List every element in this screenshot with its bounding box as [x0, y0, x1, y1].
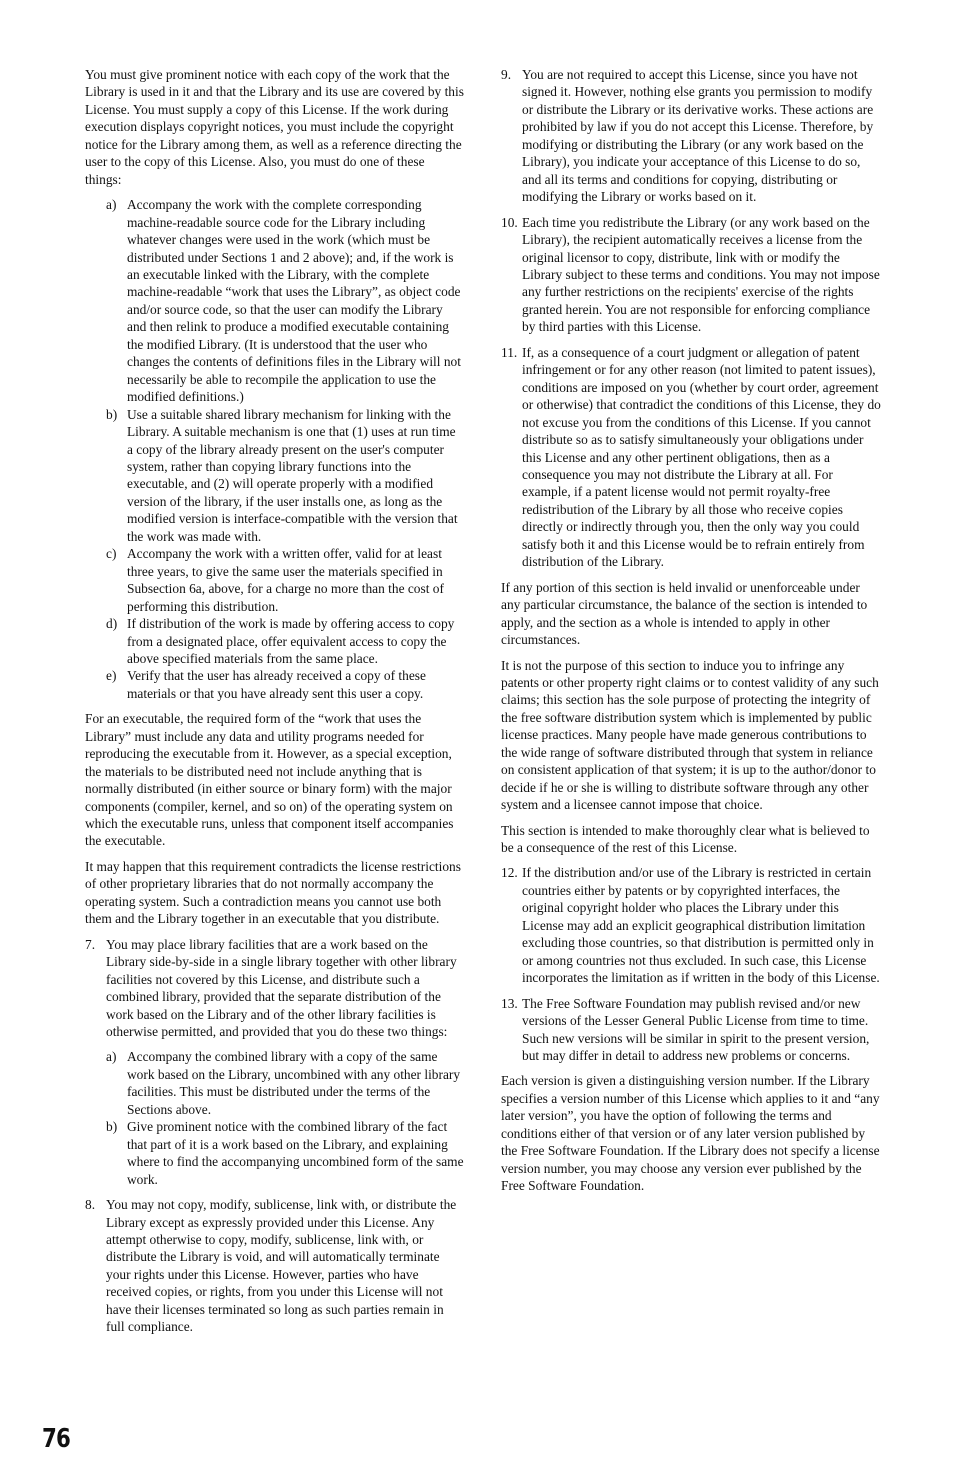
section-13: [501, 995, 881, 1065]
left-column: [85, 66, 464, 1344]
section-6-sublist: [106, 196, 464, 702]
section-text: If the distribution and/or use of the Library is restricted in certain countries either by patents or by copyrighted interfaces, the original copyright holder who places the Library under this License may add an explicit geographical distribution limitation excluding those countries, so that distribution is permitted only in or among countries not thus excluded. In such case, this License incorporates the limitation as if written in the body of this License.: [522, 865, 880, 986]
section-number: 9.: [501, 67, 512, 82]
list-label: d): [106, 616, 118, 632]
list-label: a): [106, 197, 117, 213]
list-text: Give prominent notice with the combined library of the fact that part of it is a work based on the Library, and explaining where to find the accompanying uncombined form of the same work.: [127, 1119, 464, 1187]
list-item: [106, 406, 464, 546]
section-number: 13.: [501, 995, 518, 1011]
list-text: Accompany the work with the complete corresponding machine-readable source code for the Library including whatever changes were used in the work (which must be distributed under Sections 1 and 2 above); and, if the work is an executable linked with the Library, with the complete machine-readable “work that uses the Library”, as object code and/or source code, so that the user can modify the Library and then relink to produce a modified executable containing the modified Library. (It is understood that the user who changes the contents of definitions files in the Library will not necessarily be able to recompile the application to use the modified definitions.): [127, 197, 461, 405]
contradicts-paragraph: It may happen that this requirement contradicts the license restrictions of other proprietary libraries that do not normally accompany the operating system. Such a contradiction means you cannot use both them and the Library together in an executable that you distribute.: [85, 858, 461, 927]
section-text: Each time you redistribute the Library (or any work based on the Library), the recipient automatically receives a license from the original licensor to copy, distribute, link with or modify the Library subject to these terms and conditions. You may not impose any further restrictions on the recipients' exercise of the rights granted herein. You are not responsible for enforcing compliance by third parties with this License.: [522, 214, 880, 335]
intro-paragraph: You must give prominent notice with each copy of the work that the Library is used in it and that the Library and its use are covered by this License. You must supply a copy of this License. If the work during execution displays copyright notices, you must include the copyright notice for the Library among them, as well as a reference directing the user to the copy of this License. Also, you must do one of these things:: [85, 67, 464, 187]
section-7: [85, 936, 464, 1041]
list-label: c): [106, 546, 117, 562]
list-item: [106, 615, 464, 667]
right-column: [501, 66, 881, 1203]
list-label: b): [106, 406, 118, 422]
list-text: Verify that the user has already received a copy of these materials or that you have already sent this user a copy.: [127, 668, 426, 701]
list-item: [106, 1048, 464, 1118]
purpose-paragraph: It is not the purpose of this section to induce you to infringe any patents or other property right claims or to contest validity of any such claims; this section has the sole purpose of protecting the integrity of the free software distribution system which is implemented by public license practices. Many people have made generous contributions to the wide range of software distributed through that system in reliance on consistent application of that system; it is up to the author/donor to decide if he or she is willing to distribute software through any other system and a licensee cannot impose that choice.: [501, 657, 879, 813]
section-text: The Free Software Foundation may publish revised and/or new versions of the Lesser General Public License from time to time. Such new versions will be similar in spirit to the present version, but may differ in detail to address new problems or concerns.: [522, 995, 870, 1064]
list-item: [106, 1118, 464, 1188]
section-text: You are not required to accept this License, since you have not signed it. However, nothing else grants you permission to modify or distribute the Library or its derivative works. These actions are prohibited by law if you do not accept this License. Therefore, by modifying or distributing the Library (or any work based on the Library), you indicate your acceptance of this License to do so, and all its terms and conditions for copying, distributing or modifying the Library or works based on it.: [522, 67, 874, 205]
list-text: Accompany the combined library with a copy of the same work based on the Library, uncombined with any other library facilities. This must be distributed under the terms of the Sections above.: [127, 1049, 461, 1117]
section-number: 11.: [501, 344, 518, 360]
section-7-sublist: [106, 1048, 464, 1188]
section-text: You may place library facilities that are a work based on the Library side-by-side in a single library together with other library facilities not covered by this License, and distribute such a combined library, provided that the separate distribution of the work based on the Library and of the other library facilities is otherwise permitted, and provided that you do these two things:: [106, 936, 457, 1040]
list-label: e): [106, 668, 117, 684]
list-label: b): [106, 1119, 118, 1135]
section-8: [85, 1196, 464, 1336]
list-item: [106, 667, 464, 702]
section-12: [501, 864, 881, 986]
section-9: [501, 66, 881, 206]
executable-paragraph: For an executable, the required form of the “work that uses the Library” must include any data and utility programs needed for reproducing the executable from it. However, as a special exception, the materials to be distributed need not include anything that is normally distributed (in either source or binary form) with the major components (compiler, kernel, and so on) of the operating system on which the executable runs, unless that component itself accompanies the executable.: [85, 711, 454, 849]
invalid-paragraph: If any portion of this section is held invalid or unenforceable under any particular circumstance, the balance of the section is intended to apply, and the section as a whole is intended to apply in other circumstances.: [501, 579, 868, 648]
section-number: 10.: [501, 214, 518, 230]
section-number: 7.: [85, 936, 96, 952]
list-label: a): [106, 1049, 117, 1065]
clear-paragraph: This section is intended to make thoroughly clear what is believed to be a consequence of the rest of this License.: [501, 822, 870, 856]
section-text: You may not copy, modify, sublicense, link with, or distribute the Library except as expressly provided under this License. Any attempt otherwise to copy, modify, sublicense, link with, or distribute the Library is void, and will automatically terminate your rights under this License. However, parties who have received copies, or rights, from you under this License will not have their licenses terminated so long as such parties remain in full compliance.: [106, 1197, 457, 1335]
section-number: 8.: [85, 1197, 96, 1213]
list-item: [106, 545, 464, 615]
list-text: Use a suitable shared library mechanism for linking with the Library. A suitable mechanism is one that (1) uses at run time a copy of the library already present on the user's computer system, rather than copying library functions into the executable, and (2) will operate properly with a modified version of the library, if the user installs one, as long as the modified version is interface-compatible with the version that the work was made with.: [127, 406, 458, 544]
list-text: If distribution of the work is made by offering access to copy from a designated place, offer equivalent access to copy the above specified materials from the same place.: [127, 616, 455, 666]
section-10: [501, 214, 881, 336]
list-text: Accompany the work with a written offer, valid for at least three years, to give the same user the materials specified in Subsection 6a, above, for a charge no more than the cost of performing this distribution.: [127, 546, 444, 614]
section-number: 12.: [501, 865, 518, 881]
section-text: If, as a consequence of a court judgment or allegation of patent infringement or for any other reason (not limited to patent issues), conditions are imposed on you (whether by court order, agreement or otherwise) that contradict the conditions of this License, they do not excuse you from the conditions of this License. If you cannot distribute so as to satisfy simultaneously your obligations under this License and any other pertinent obligations, then as a consequence you may not distribute the Library at all. For example, if a patent license would not permit royalty-free redistribution of the Library by all those who receive copies directly or indirectly through you, then the only way you could satisfy both it and this License would be to refrain entirely from distribution of the Library.: [522, 344, 881, 570]
section-11: [501, 344, 881, 571]
list-item: [106, 196, 464, 405]
version-paragraph: Each version is given a distinguishing version number. If the Library specifies a version number of this License which applies to it and “any later version”, you have the option of following the terms and conditions either of that version or of any later version published by the Free Software Foundation. If the Library does not specify a license version number, you may choose any version ever published by the Free Software Foundation.: [501, 1073, 880, 1194]
page-number: 76: [42, 1424, 71, 1454]
